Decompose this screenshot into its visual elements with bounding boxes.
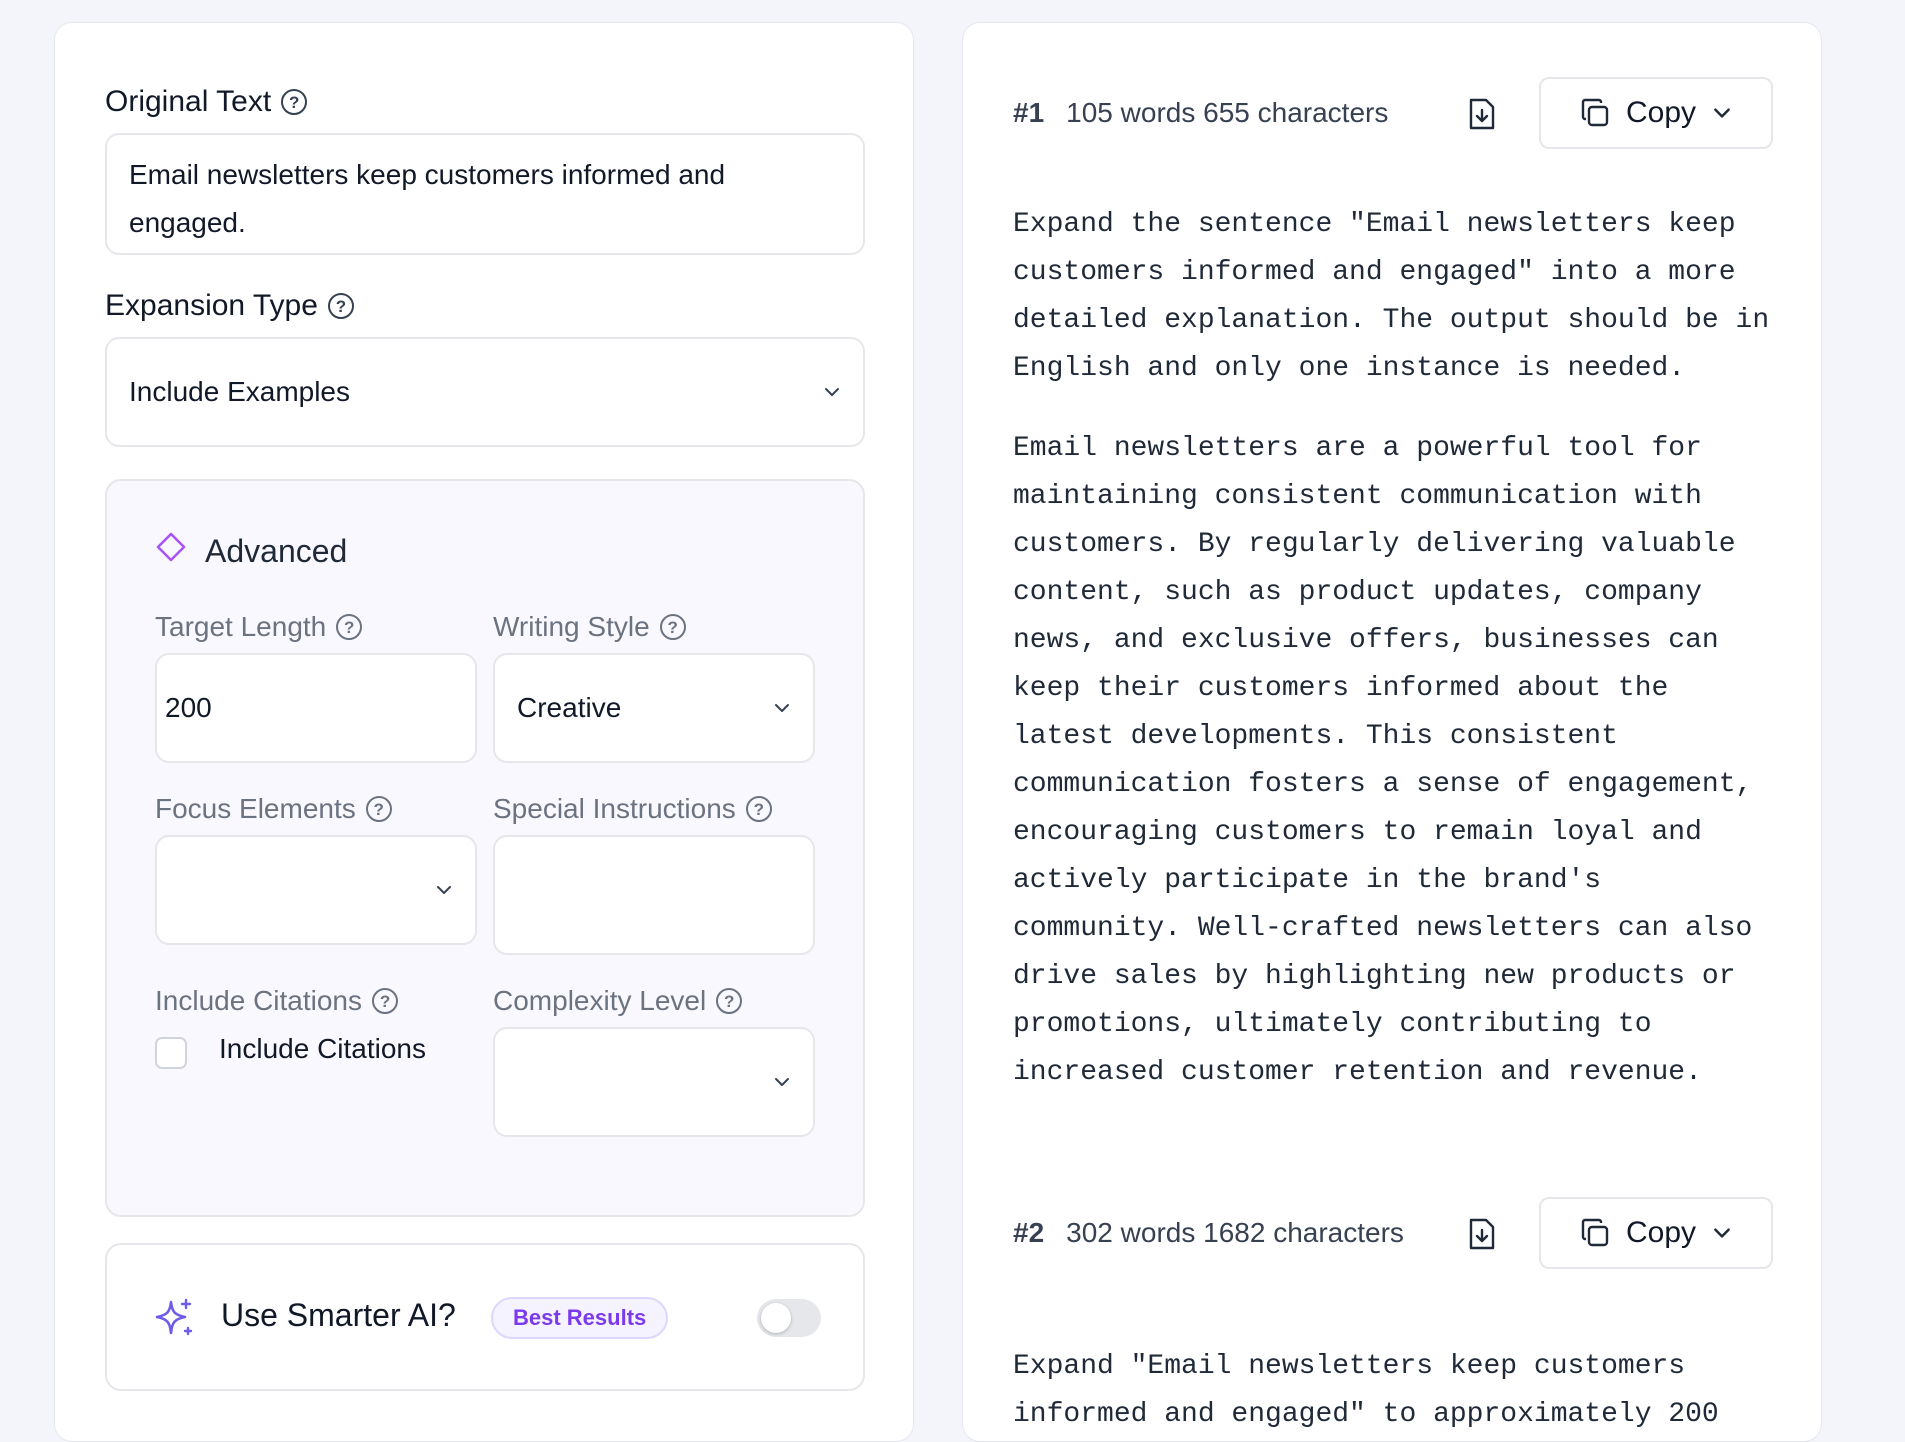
smarter-ai-row xyxy=(105,1243,865,1391)
results-panel xyxy=(962,22,1822,1442)
chevron-down-icon xyxy=(823,383,841,401)
result-2-header xyxy=(1013,1217,1404,1249)
include-citations-label: Include Citations ? xyxy=(155,985,398,1017)
result-stats: 302 words 1682 characters xyxy=(1066,1217,1404,1248)
writing-style-select[interactable]: Creative xyxy=(493,653,815,763)
copy-button[interactable]: Copy xyxy=(1539,1197,1773,1269)
smarter-ai-label: Use Smarter AI? xyxy=(221,1297,456,1333)
copy-button[interactable]: Copy xyxy=(1539,77,1773,149)
target-length-input[interactable]: 200 xyxy=(155,653,477,763)
special-instructions-input[interactable] xyxy=(493,835,815,955)
include-citations-checkbox-label[interactable]: Include Citations xyxy=(219,1033,427,1064)
question-circle-icon[interactable]: ? xyxy=(366,796,392,822)
question-circle-icon[interactable]: ? xyxy=(328,293,354,319)
result-1-body: Email newsletters are a powerful tool for maintaining consistent communication with customers. By regularly delivering valuable content, such as product updates, company news, and exclusive offers, businesses can keep their customers informed about the latest developments. This consistent communication fosters a sense of engagement, encouraging customers to remain loyal and actively participate in the brand's community. Well-crafted newsletters can also drive sales by highlighting new products or promotions, ultimately contributing to increased customer retention and revenue. xyxy=(1013,433,1753,1088)
result-number: #1 xyxy=(1013,97,1045,128)
expansion-type-select[interactable]: Include Examples xyxy=(105,337,865,447)
writing-style-label: Writing Style ? xyxy=(493,611,686,643)
copy-icon xyxy=(1580,98,1610,128)
result-number: #2 xyxy=(1013,1217,1045,1248)
copy-icon xyxy=(1580,1218,1610,1248)
chevron-down-icon xyxy=(1712,103,1732,123)
result-stats: 105 words 655 characters xyxy=(1066,97,1389,128)
focus-elements-select[interactable] xyxy=(155,835,477,945)
expansion-type-label: Expansion Type ? xyxy=(105,289,354,323)
file-download-icon[interactable] xyxy=(1467,97,1497,131)
result-1-prompt: Expand the sentence "Email newsletters keep customers informed and engaged" into a more detailed explanation. The output should be in English and only one instance is needed. xyxy=(1013,209,1770,384)
chevron-down-icon xyxy=(1712,1223,1732,1243)
best-results-badge: Best Results xyxy=(491,1297,668,1339)
advanced-section xyxy=(105,479,865,1217)
complexity-level-label: Complexity Level ? xyxy=(493,985,742,1017)
question-circle-icon[interactable]: ? xyxy=(660,614,686,640)
original-text-input[interactable]: Email newsletters keep customers informed and engaged. xyxy=(105,133,865,255)
original-text-label: Original Text ? xyxy=(105,85,307,119)
question-circle-icon[interactable]: ? xyxy=(336,614,362,640)
focus-elements-label: Focus Elements ? xyxy=(155,793,392,825)
question-circle-icon[interactable]: ? xyxy=(746,796,772,822)
complexity-level-select[interactable] xyxy=(493,1027,815,1137)
include-citations-checkbox[interactable] xyxy=(155,1037,187,1069)
expansion-form-panel xyxy=(54,22,914,1442)
target-length-label: Target Length ? xyxy=(155,611,362,643)
chevron-down-icon xyxy=(773,1073,791,1091)
chevron-down-icon xyxy=(435,881,453,899)
chevron-down-icon xyxy=(773,699,791,717)
result-1-header xyxy=(1013,97,1388,129)
sparkles-icon xyxy=(153,1297,195,1344)
result-2-prompt: Expand "Email newsletters keep customers informed and engaged" to approximately 200 xyxy=(1013,1351,1719,1430)
file-download-icon[interactable] xyxy=(1467,1217,1497,1251)
advanced-header: Advanced xyxy=(155,531,347,571)
special-instructions-label: Special Instructions ? xyxy=(493,793,772,825)
smarter-ai-toggle[interactable] xyxy=(757,1299,821,1337)
question-circle-icon[interactable]: ? xyxy=(716,988,742,1014)
diamond-icon xyxy=(155,531,187,571)
question-circle-icon[interactable]: ? xyxy=(281,89,307,115)
toggle-knob xyxy=(761,1303,791,1333)
question-circle-icon[interactable]: ? xyxy=(372,988,398,1014)
